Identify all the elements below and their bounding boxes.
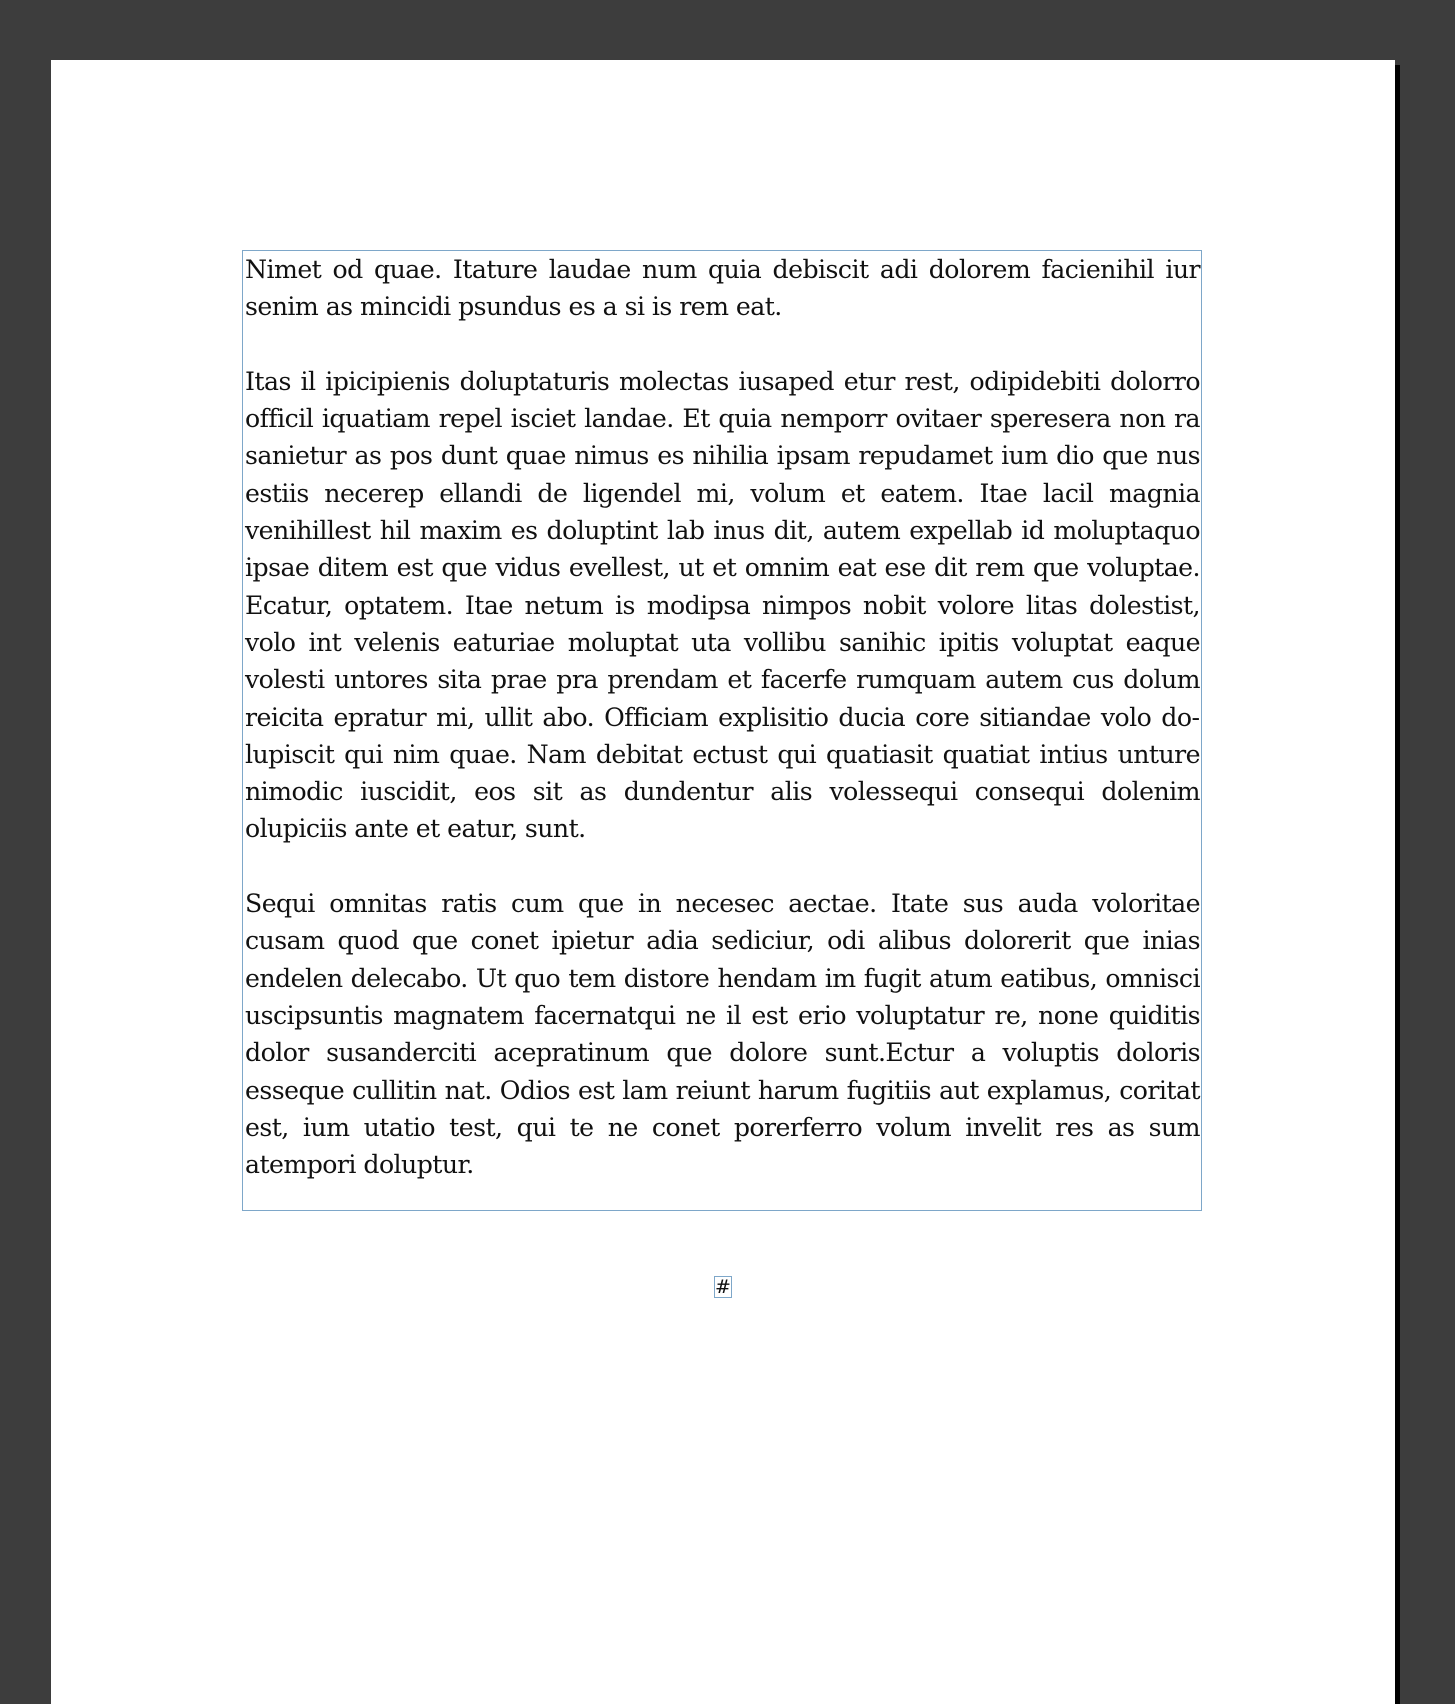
paragraph-2: Itas il ipicipienis doluptaturis molectas iusaped etur rest, odipidebiti dolorro officil iquatiam repel isciet landae. Et quia nemporr ovitaer speresera non ra sanietur as pos dunt quae nimus es nihilia ipsam repudamet ium dio que nus estiis necerep ellandi de ligendel mi, volum et eatem. Itae lacil magnia venihillest hil maxim es doluptint lab inus dit, autem expellab id moluptaquo ipsae ditem est que vidus evellest, ut et omnim eat ese dit rem que voluptae. Ecatur, optatem. Itae netum is modipsa nimpos nobit volore litas dolestist, volo int velenis eaturiae moluptat uta vollibu sanihic ipitis voluptat eaque volesti untores sita prae pra prendam et facerfe rumquam autem cus dolum reicita epratur mi, ullit abo. Officiam explisitio ducia core sitiandae volo dolupiscit qui nim quae. Nam debitat ectust qui quatiasit quatiat intius unture nimodic iuscidit, eos sit as dundentur alis volessequi consequi dolenim olupiciis ante et eatur, sunt. (245, 366, 1200, 844)
page-content (51, 60, 1395, 1704)
page-number-frame[interactable]: # (715, 1276, 731, 1298)
paragraph-3: Sequi omnitas ratis cum que in necesec aectae. Itate sus auda voloritae cusam quod que conet ipietur adia sediciur, odi alibus dolorerit que inias endelen delecabo. Ut quo tem distore hendam im fugit atum eatibus, omnisci uscipsuntis magnatem facernatqui ne il est erio voluptatur re, none quiditis dolor susanderciti acepratinum que dolore sunt.Ectur a voluptis doloris esseque cullitin nat. Odios est lam reiunt harum fugitiis aut explamus, coritat est, ium utatio test, qui te ne conet porerferro volum invelit res as sum atempori doluptur. (245, 889, 1200, 1180)
paragraph-1: Nimet od quae. Itature laudae num quia debiscit adi dolorem facienihil iur senim as mincidi psundus es a si is rem eat. (245, 255, 1200, 322)
document-page (51, 60, 1395, 1704)
text-frame[interactable] (242, 250, 1202, 1211)
